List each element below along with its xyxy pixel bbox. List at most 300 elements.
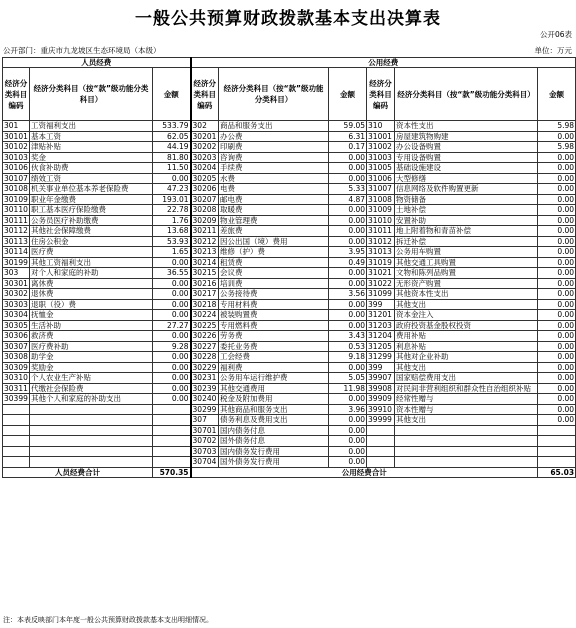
- amount-cell: 0.00: [329, 268, 367, 279]
- amount-cell: [153, 425, 191, 436]
- name-cell: 咨询费: [219, 152, 329, 163]
- name-cell: [30, 457, 153, 468]
- name-cell: 印刷费: [219, 142, 329, 153]
- name-cell: 房屋建筑物购建: [395, 131, 538, 142]
- footnote: 注：本表反映部门本年度一般公共预算财政拨款基本支出明细情况。: [3, 616, 213, 624]
- table-row: [3, 457, 576, 468]
- name-cell: 住房公积金: [30, 236, 153, 247]
- table-row: [3, 331, 576, 342]
- header-amount: 金额: [538, 68, 576, 121]
- code-cell: 30225: [191, 320, 219, 331]
- code-cell: 31011: [367, 226, 395, 237]
- amount-cell: 0.00: [329, 226, 367, 237]
- code-cell: 30227: [191, 341, 219, 352]
- code-cell: 30224: [191, 310, 219, 321]
- code-cell: 30301: [4, 278, 28, 288]
- amount-cell: 0.49: [329, 257, 367, 268]
- code-cell: 30114: [4, 247, 28, 257]
- code-cell: 31002: [367, 142, 395, 153]
- name-cell: 费用补贴: [395, 331, 538, 342]
- code-cell: 31299: [367, 352, 395, 363]
- header-code: 经济分类科目编码: [3, 68, 30, 121]
- table-row: [3, 299, 576, 310]
- amount-cell: 9.18: [329, 352, 367, 363]
- table-row: [3, 184, 576, 195]
- amount-cell: 47.23: [153, 184, 191, 195]
- code-cell: 30109: [4, 194, 28, 204]
- code-cell: 30101: [4, 131, 28, 141]
- amount-cell: 0.00: [153, 394, 191, 405]
- code-cell: 30110: [4, 205, 28, 215]
- name-cell: 大型修缮: [395, 173, 538, 184]
- code-cell: 39999: [367, 415, 395, 426]
- code-cell: 31001: [367, 131, 395, 142]
- code-cell: [3, 457, 30, 468]
- name-cell: 资本金注入: [395, 310, 538, 321]
- code-cell: 30703: [191, 446, 219, 457]
- amount-cell: 22.78: [153, 205, 191, 216]
- code-cell: 30311: [4, 383, 28, 393]
- amount-cell: 0.00: [538, 247, 576, 258]
- amount-cell: 0.00: [153, 383, 191, 394]
- name-cell: 其他交通工具购置: [395, 257, 538, 268]
- name-cell: 水费: [219, 173, 329, 184]
- code-cell: 31005: [367, 163, 395, 174]
- amount-cell: 0.00: [538, 331, 576, 342]
- amount-cell: 0.00: [329, 425, 367, 436]
- amount-cell: [153, 457, 191, 468]
- amount-cell: 0.00: [153, 299, 191, 310]
- code-cell: 39909: [367, 394, 395, 405]
- code-cell: 31007: [367, 184, 395, 195]
- code-cell: 30702: [191, 436, 219, 447]
- code-cell: [367, 436, 395, 447]
- code-cell: [367, 425, 395, 436]
- table-row: [3, 415, 576, 426]
- amount-cell: 44.19: [153, 142, 191, 153]
- amount-cell: [153, 404, 191, 415]
- amount-cell: 0.00: [538, 184, 576, 195]
- amount-cell: 0.00: [153, 352, 191, 363]
- name-cell: 生活补助: [30, 320, 153, 331]
- code-cell: 30199: [4, 257, 28, 267]
- amount-cell: 0.00: [538, 215, 576, 226]
- header-amount: 金额: [153, 68, 191, 121]
- code-cell: [3, 404, 30, 415]
- name-cell: 退休费: [30, 289, 153, 300]
- name-cell: 基础设施建设: [395, 163, 538, 174]
- name-cell: 退职（役）费: [30, 299, 153, 310]
- amount-cell: 0.00: [538, 341, 576, 352]
- name-cell: 土地补偿: [395, 205, 538, 216]
- personnel-total-value: 570.35: [153, 467, 191, 478]
- name-cell: 基本工资: [30, 131, 153, 142]
- amount-cell: 11.98: [329, 383, 367, 394]
- name-cell: [30, 425, 153, 436]
- amount-cell: 0.00: [329, 205, 367, 216]
- name-cell: 资本性赠与: [395, 404, 538, 415]
- amount-cell: 0.00: [329, 173, 367, 184]
- name-cell: 机关事业单位基本养老保险费: [30, 184, 153, 195]
- amount-cell: 81.80: [153, 152, 191, 163]
- amount-cell: 0.00: [538, 205, 576, 216]
- amount-cell: 3.56: [329, 289, 367, 300]
- amount-cell: 0.00: [329, 215, 367, 226]
- code-cell: 39907: [367, 373, 395, 384]
- code-cell: 30308: [4, 352, 28, 362]
- name-cell: 对民间非营利组织和群众性自治组织补贴: [395, 383, 538, 394]
- form-code: 公开06表: [539, 30, 572, 39]
- amount-cell: 5.33: [329, 184, 367, 195]
- unit-label: 单位：万元: [534, 46, 572, 55]
- code-cell: 30107: [4, 173, 28, 183]
- name-cell: 医疗费补助: [30, 341, 153, 352]
- code-cell: 30112: [4, 226, 28, 236]
- code-cell: 31205: [367, 341, 395, 352]
- amount-cell: 0.00: [538, 373, 576, 384]
- name-cell: 维修（护）费: [219, 247, 329, 258]
- amount-cell: 0.00: [538, 320, 576, 331]
- amount-cell: 0.00: [538, 383, 576, 394]
- code-cell: 30228: [191, 352, 219, 363]
- table-row: [3, 257, 576, 268]
- name-cell: 医疗费: [30, 247, 153, 258]
- code-cell: 30214: [191, 257, 219, 268]
- name-cell: 福利费: [219, 362, 329, 373]
- table-row: [3, 394, 576, 405]
- amount-cell: 4.87: [329, 194, 367, 205]
- code-cell: 30216: [191, 278, 219, 289]
- amount-cell: [538, 436, 576, 447]
- name-cell: 文物和陈列品购置: [395, 268, 538, 279]
- name-cell: 邮电费: [219, 194, 329, 205]
- amount-cell: 3.43: [329, 331, 367, 342]
- code-cell: 30215: [191, 268, 219, 279]
- amount-cell: 0.00: [329, 446, 367, 457]
- name-cell: 职业年金缴费: [30, 194, 153, 205]
- table-row: [3, 226, 576, 237]
- code-cell: [367, 457, 395, 468]
- section-personnel: 人员经费: [3, 58, 191, 68]
- name-cell: 工资福利支出: [30, 121, 153, 132]
- name-cell: 津贴补贴: [30, 142, 153, 153]
- amount-cell: 3.96: [329, 404, 367, 415]
- name-cell: 其他个人和家庭的补助支出: [30, 394, 153, 405]
- name-cell: 国家赔偿费用支出: [395, 373, 538, 384]
- code-cell: [3, 415, 30, 426]
- table-row: [3, 341, 576, 352]
- table-row: [3, 404, 576, 415]
- code-cell: 31012: [367, 236, 395, 247]
- name-cell: 绩效工资: [30, 173, 153, 184]
- amount-cell: 0.00: [153, 373, 191, 384]
- public-total-value: 65.03: [538, 467, 576, 478]
- name-cell: 国外债务发行费用: [219, 457, 329, 468]
- amount-cell: 0.00: [329, 236, 367, 247]
- code-cell: 31019: [367, 257, 395, 268]
- code-cell: 30299: [191, 404, 219, 415]
- name-cell: 利息补贴: [395, 341, 538, 352]
- name-cell: 商品和服务支出: [219, 121, 329, 132]
- amount-cell: 0.00: [538, 394, 576, 405]
- amount-cell: 9.28: [153, 341, 191, 352]
- expenditure-table: [2, 57, 576, 478]
- header-code: 经济分类科目编码: [191, 68, 219, 121]
- header-code: 经济分类科目编码: [367, 68, 395, 121]
- header-amount: 金额: [329, 68, 367, 121]
- code-cell: 31201: [367, 310, 395, 321]
- code-cell: 31010: [367, 215, 395, 226]
- amount-cell: [538, 446, 576, 457]
- amount-cell: 0.00: [329, 457, 367, 468]
- code-cell: 30226: [191, 331, 219, 342]
- amount-cell: 0.00: [153, 173, 191, 184]
- amount-cell: 1.65: [153, 247, 191, 258]
- table-row: [3, 383, 576, 394]
- code-cell: 31022: [367, 278, 395, 289]
- code-cell: 30307: [4, 341, 28, 351]
- name-cell: 公务用车购置: [395, 247, 538, 258]
- code-cell: 399: [367, 362, 395, 373]
- name-cell: 公务员医疗补助缴费: [30, 215, 153, 226]
- name-cell: 职工基本医疗保险缴费: [30, 205, 153, 216]
- amount-cell: [153, 436, 191, 447]
- header-name: 经济分类科目（按“款”级功能分类科目）: [30, 68, 153, 121]
- name-cell: 离休费: [30, 278, 153, 289]
- name-cell: 税金及附加费用: [219, 394, 329, 405]
- amount-cell: 5.05: [329, 373, 367, 384]
- name-cell: [395, 457, 538, 468]
- table-row: [3, 142, 576, 153]
- name-cell: 其他社会保障缴费: [30, 226, 153, 237]
- personnel-total-label: 人员经费合计: [3, 467, 153, 478]
- name-cell: 租赁费: [219, 257, 329, 268]
- code-cell: 307: [191, 415, 219, 426]
- name-cell: 劳务费: [219, 331, 329, 342]
- code-cell: 30201: [191, 131, 219, 142]
- code-cell: 30704: [191, 457, 219, 468]
- name-cell: 专用设备购置: [395, 152, 538, 163]
- code-cell: 30102: [4, 142, 28, 152]
- amount-cell: 0.00: [153, 310, 191, 321]
- name-cell: 拆迁补偿: [395, 236, 538, 247]
- code-cell: 30229: [191, 362, 219, 373]
- amount-cell: 0.00: [153, 257, 191, 268]
- code-cell: 30239: [191, 383, 219, 394]
- table-row: [3, 205, 576, 216]
- name-cell: 其他交通费用: [219, 383, 329, 394]
- code-cell: 31099: [367, 289, 395, 300]
- code-cell: 31013: [367, 247, 395, 258]
- name-cell: 专用燃料费: [219, 320, 329, 331]
- amount-cell: 0.00: [538, 352, 576, 363]
- code-cell: 302: [191, 121, 219, 132]
- name-cell: [30, 446, 153, 457]
- code-cell: 30217: [191, 289, 219, 300]
- amount-cell: 0.17: [329, 142, 367, 153]
- code-cell: 30231: [191, 373, 219, 384]
- amount-cell: 59.05: [329, 121, 367, 132]
- header-name: 经济分类科目（按“款”级功能分类科目）: [219, 68, 329, 121]
- code-cell: 31204: [367, 331, 395, 342]
- table-row: [3, 436, 576, 447]
- name-cell: [30, 415, 153, 426]
- code-cell: 30305: [4, 320, 28, 330]
- name-cell: [395, 425, 538, 436]
- name-cell: 经常性赠与: [395, 394, 538, 405]
- code-cell: 30302: [4, 289, 28, 299]
- amount-cell: 0.00: [538, 404, 576, 415]
- code-cell: 30212: [191, 236, 219, 247]
- name-cell: 债务利息及费用支出: [219, 415, 329, 426]
- amount-cell: [153, 446, 191, 457]
- totals-row: [3, 467, 576, 478]
- code-cell: 30218: [191, 299, 219, 310]
- code-cell: 30111: [4, 215, 28, 225]
- department-label: 公开部门：重庆市九龙坡区生态环境局（本级）: [3, 46, 161, 55]
- code-cell: 30204: [191, 163, 219, 174]
- code-cell: 30206: [191, 184, 219, 195]
- name-cell: 办公设备购置: [395, 142, 538, 153]
- code-cell: 30208: [191, 205, 219, 216]
- name-cell: 因公出国（境）费用: [219, 236, 329, 247]
- name-cell: [30, 404, 153, 415]
- amount-cell: 0.00: [329, 362, 367, 373]
- code-cell: 30103: [4, 152, 28, 162]
- amount-cell: 0.00: [538, 289, 576, 300]
- amount-cell: 193.01: [153, 194, 191, 205]
- code-cell: 30213: [191, 247, 219, 258]
- amount-cell: 0.00: [329, 278, 367, 289]
- table-row: [3, 131, 576, 142]
- table-row: [3, 268, 576, 279]
- code-cell: 30309: [4, 362, 28, 372]
- name-cell: [30, 436, 153, 447]
- name-cell: 差旅费: [219, 226, 329, 237]
- code-cell: 30310: [4, 373, 28, 383]
- amount-cell: 0.00: [538, 163, 576, 174]
- table-row: [3, 362, 576, 373]
- table-row: [3, 121, 576, 132]
- amount-cell: 0.00: [538, 131, 576, 142]
- amount-cell: 5.98: [538, 121, 576, 132]
- amount-cell: 0.00: [538, 268, 576, 279]
- header-name: 经济分类科目（按“款”级功能分类科目）: [395, 68, 538, 121]
- code-cell: 310: [367, 121, 395, 132]
- code-cell: 30399: [4, 394, 28, 404]
- name-cell: 委托业务费: [219, 341, 329, 352]
- name-cell: 电费: [219, 184, 329, 195]
- amount-cell: 0.00: [538, 415, 576, 426]
- amount-cell: 0.00: [329, 394, 367, 405]
- name-cell: 国内债务付息: [219, 425, 329, 436]
- code-cell: 30304: [4, 310, 28, 320]
- amount-cell: 0.53: [329, 341, 367, 352]
- name-cell: 国内债务发行费用: [219, 446, 329, 457]
- code-cell: 30203: [191, 152, 219, 163]
- table-row: [3, 173, 576, 184]
- code-cell: 31006: [367, 173, 395, 184]
- amount-cell: 3.95: [329, 247, 367, 258]
- amount-cell: 0.00: [329, 163, 367, 174]
- name-cell: 资本性支出: [395, 121, 538, 132]
- name-cell: 手续费: [219, 163, 329, 174]
- amount-cell: 1.76: [153, 215, 191, 226]
- name-cell: 助学金: [30, 352, 153, 363]
- code-cell: 30306: [4, 331, 28, 341]
- table-row: [3, 289, 576, 300]
- amount-cell: 62.05: [153, 131, 191, 142]
- name-cell: [395, 446, 538, 457]
- name-cell: 奖励金: [30, 362, 153, 373]
- table-row: [3, 215, 576, 226]
- name-cell: 代缴社会保险费: [30, 383, 153, 394]
- code-cell: 31203: [367, 320, 395, 331]
- code-cell: 301: [3, 121, 30, 132]
- table-row: [3, 163, 576, 174]
- name-cell: 抚恤金: [30, 310, 153, 321]
- amount-cell: 53.93: [153, 236, 191, 247]
- code-cell: 31009: [367, 205, 395, 216]
- code-cell: 39910: [367, 404, 395, 415]
- name-cell: 办公费: [219, 131, 329, 142]
- code-cell: 31008: [367, 194, 395, 205]
- code-cell: 31021: [367, 268, 395, 279]
- name-cell: 地上附着物和青苗补偿: [395, 226, 538, 237]
- section-public: 公用经费: [191, 58, 576, 68]
- code-cell: 303: [3, 268, 30, 279]
- name-cell: 其他商品和服务支出: [219, 404, 329, 415]
- name-cell: 会议费: [219, 268, 329, 279]
- name-cell: 个人农业生产补贴: [30, 373, 153, 384]
- name-cell: 培训费: [219, 278, 329, 289]
- amount-cell: 5.98: [538, 142, 576, 153]
- table-row: [3, 278, 576, 289]
- amount-cell: 0.00: [153, 362, 191, 373]
- table-row: [3, 352, 576, 363]
- name-cell: 对个人和家庭的补助: [30, 268, 153, 279]
- name-cell: 伙食补助费: [30, 163, 153, 174]
- name-cell: 物业管理费: [219, 215, 329, 226]
- table-row: [3, 310, 576, 321]
- name-cell: 无形资产购置: [395, 278, 538, 289]
- public-total-label: 公用经费合计: [191, 467, 538, 478]
- code-cell: [3, 446, 30, 457]
- code-cell: [3, 436, 30, 447]
- table-row: [3, 194, 576, 205]
- amount-cell: 11.50: [153, 163, 191, 174]
- table-row: [3, 152, 576, 163]
- table-row: [3, 236, 576, 247]
- name-cell: 信息网络及软件购置更新: [395, 184, 538, 195]
- code-cell: 30113: [4, 236, 28, 246]
- amount-cell: 13.68: [153, 226, 191, 237]
- amount-cell: 0.00: [538, 152, 576, 163]
- name-cell: 公务接待费: [219, 289, 329, 300]
- amount-cell: 0.00: [538, 310, 576, 321]
- amount-cell: 0.00: [538, 299, 576, 310]
- name-cell: [395, 436, 538, 447]
- amount-cell: [153, 415, 191, 426]
- table-row: [3, 373, 576, 384]
- name-cell: 物资储备: [395, 194, 538, 205]
- name-cell: 取暖费: [219, 205, 329, 216]
- code-cell: [3, 425, 30, 436]
- amount-cell: 0.00: [329, 415, 367, 426]
- amount-cell: [538, 425, 576, 436]
- page-title: 一般公共预算财政拨款基本支出决算表: [135, 9, 441, 29]
- amount-cell: 36.55: [153, 268, 191, 279]
